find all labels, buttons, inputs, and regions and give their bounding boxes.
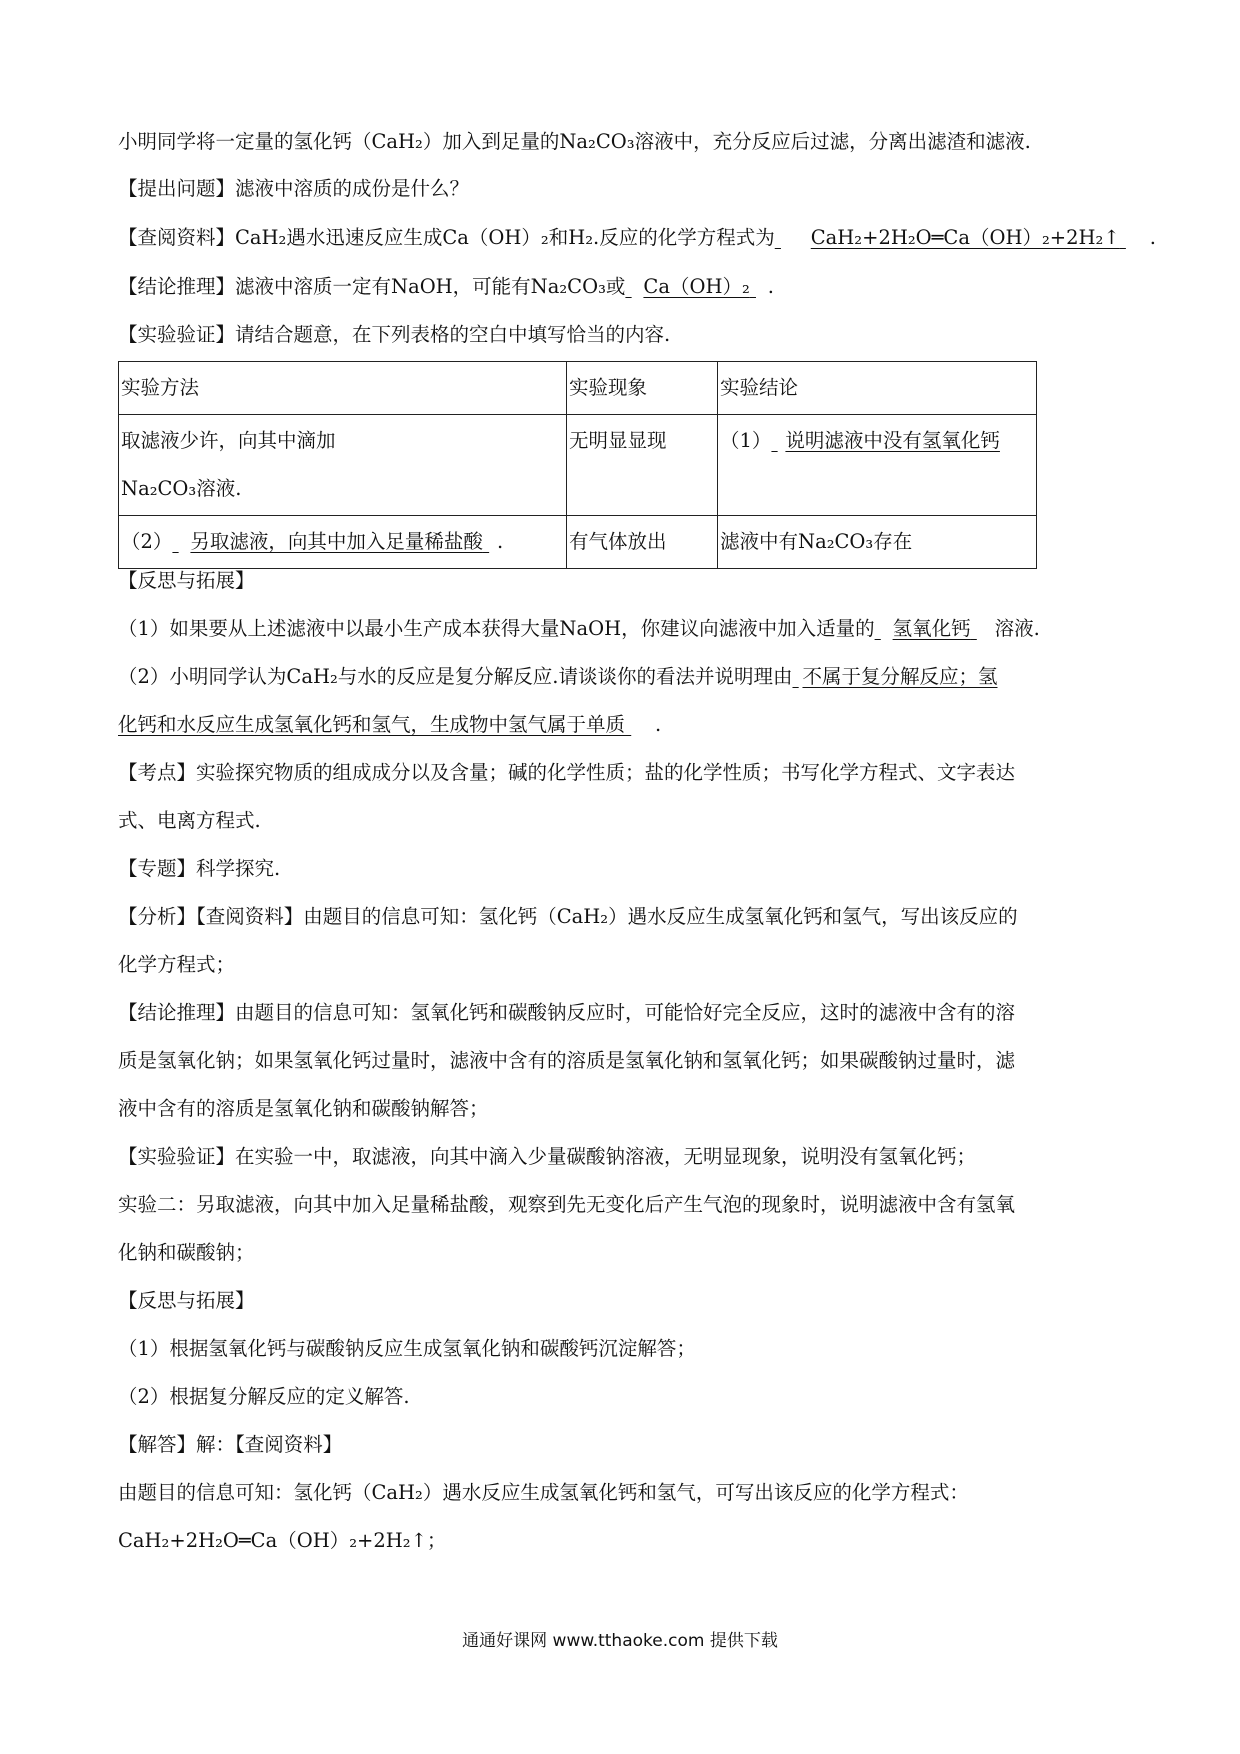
zhuanti-line: 【专题】科学探究. <box>118 857 281 880</box>
reflect-2-answer-a: 不属于复分解反应；氢 <box>802 665 998 688</box>
fenxi-line-2: 化学方程式； <box>118 953 236 976</box>
verify-text: 【实验验证】请结合题意，在下列表格的空白中填写恰当的内容. <box>118 323 671 346</box>
row1-phenomenon: 无明显显现 <box>567 415 718 516</box>
reflect-2-cont: 化钙和水反应生成氢氧化钙和氢气，生成物中氢气属于单质 . <box>118 713 662 736</box>
table-row <box>119 415 1037 516</box>
kaodian-line-1: 【考点】实验探究物质的组成成分以及含量；碱的化学性质；盐的化学性质；书写化学方程式、文字表达 <box>118 761 1016 784</box>
reflect-1: （1）如果要从上述滤液中以最小生产成本获得大量NaOH，你建议向滤液中加入适量的 氢氧化钙 溶液. <box>118 617 1040 640</box>
row2-method: （2） 另取滤液，向其中加入足量稀盐酸 . <box>119 516 567 569</box>
reflect-1-answer: 氢氧化钙 <box>892 617 971 640</box>
fansi-heading: 【反思与拓展】 <box>118 1289 255 1312</box>
table-header-row <box>119 362 1037 415</box>
row1-conclusion: （1） 说明滤液中没有氢氧化钙 <box>718 415 1037 516</box>
lookup-answer: CaH₂+2H₂O═Ca（OH）₂+2H₂↑ <box>810 226 1120 249</box>
conclusion-prefix: 【结论推理】滤液中溶质一定有NaOH，可能有Na₂CO₃或 <box>118 275 626 298</box>
yanzheng-line-1: 【实验验证】在实验一中，取滤液，向其中滴入少量碳酸钠溶液，无明显现象，说明没有氢氧化钙； <box>118 1145 977 1168</box>
reflect-2-answer-b: 化钙和水反应生成氢氧化钙和氢气，生成物中氢气属于单质 <box>118 713 626 736</box>
row2-conclusion: 滤液中有Na₂CO₃存在 <box>718 516 1037 569</box>
conclusion-answer: Ca（OH）₂ <box>643 275 750 298</box>
fenxi-line-1: 【分析】【查阅资料】由题目的信息可知：氢化钙（CaH₂）遇水反应生成氢氧化钙和氢气，写出该反应的 <box>118 905 1018 928</box>
yanzheng-line-2: 实验二：另取滤液，向其中加入足量稀盐酸，观察到先无变化后产生气泡的现象时，说明滤液中含有氢氧 <box>118 1193 1016 1216</box>
header-method: 实验方法 <box>119 362 567 415</box>
experiment-table <box>118 361 1037 569</box>
kaodian-line-2: 式、电离方程式. <box>118 809 261 832</box>
lookup-line: 【查阅资料】CaH₂遇水迅速反应生成Ca（OH）₂和H₂.反应的化学方程式为 CaH₂+2H₂O═Ca（OH）₂+2H₂↑ . <box>118 226 1156 249</box>
fansi-1: （1）根据氢氧化钙与碳酸钠反应生成氢氧化钠和碳酸钙沉淀解答； <box>118 1337 696 1360</box>
yanzheng-line-3: 化钠和碳酸钠； <box>118 1241 255 1264</box>
header-phenomenon: 实验现象 <box>567 362 718 415</box>
jielun-line-1: 【结论推理】由题目的信息可知：氢氧化钙和碳酸钠反应时，可能恰好完全反应，这时的滤液中含有的溶 <box>118 1001 1016 1024</box>
table-row <box>119 516 1037 569</box>
row1-conclusion-answer: 说明滤液中没有氢氧化钙 <box>785 429 1000 452</box>
footer-text: 通通好课网 www.tthaoke.com 提供下载 <box>462 1631 778 1651</box>
jieda-heading: 【解答】解：【查阅资料】 <box>118 1433 343 1456</box>
row2-method-answer: 另取滤液，向其中加入足量稀盐酸 <box>190 530 483 553</box>
reflect-heading: 【反思与拓展】 <box>118 569 255 592</box>
jielun-line-3: 液中含有的溶质是氢氧化钠和碳酸钠解答； <box>118 1097 489 1120</box>
jielun-line-2: 质是氢氧化钠；如果氢氧化钙过量时，滤液中含有的溶质是氢氧化钠和氢氧化钙；如果碳酸钠过量时，滤 <box>118 1049 1016 1072</box>
row2-phenomenon: 有气体放出 <box>567 516 718 569</box>
lookup-prefix: 【查阅资料】CaH₂遇水迅速反应生成Ca（OH）₂和H₂.反应的化学方程式为 <box>118 226 775 249</box>
question-text: 【提出问题】滤液中溶质的成份是什么？ <box>118 177 470 200</box>
jieda-line-2: CaH₂+2H₂O═Ca（OH）₂+2H₂↑； <box>118 1529 447 1552</box>
conclusion-line: 【结论推理】滤液中溶质一定有NaOH，可能有Na₂CO₃或 Ca（OH）₂ . <box>118 275 774 298</box>
fansi-2: （2）根据复分解反应的定义解答. <box>118 1385 410 1408</box>
header-conclusion: 实验结论 <box>718 362 1037 415</box>
reflect-2: （2）小明同学认为CaH₂与水的反应是复分解反应.请谈谈你的看法并说明理由 不属于复分解反应；氢 <box>118 665 998 688</box>
intro-text: 小明同学将一定量的氢化钙（CaH₂）加入到足量的Na₂CO₃溶液中，充分反应后过滤，分离出滤渣和滤液. <box>118 130 1031 153</box>
row1-method: 取滤液少许，向其中滴加 Na₂CO₃溶液. <box>119 415 567 516</box>
jieda-line-1: 由题目的信息可知：氢化钙（CaH₂）遇水反应生成氢氧化钙和氢气，可写出该反应的化学方程式： <box>118 1481 969 1504</box>
